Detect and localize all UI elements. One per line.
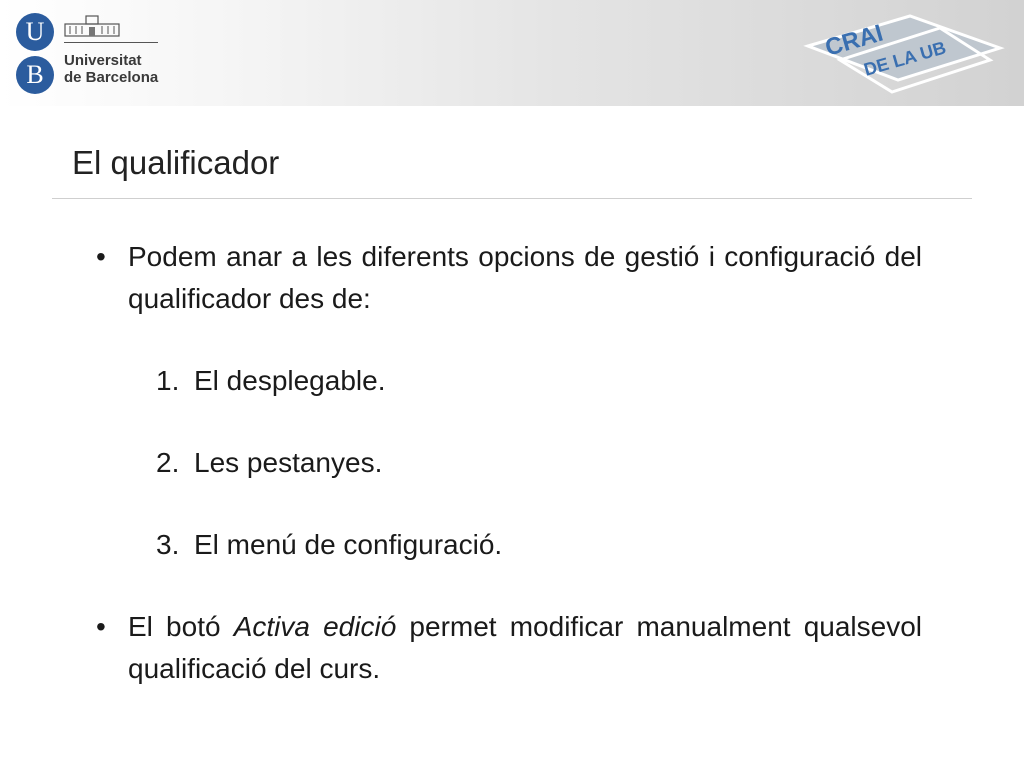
- title-divider: [52, 198, 972, 199]
- logo-divider: [64, 42, 158, 43]
- university-name: [64, 52, 174, 86]
- list-text: El menú de configuració.: [194, 529, 503, 560]
- list-text: El desplegable.: [194, 365, 386, 396]
- university-name-line1: Universitat: [64, 52, 142, 69]
- bullet-item: [96, 236, 922, 320]
- list-number: 2.: [156, 447, 180, 478]
- bullet-dot: •: [96, 611, 106, 642]
- crai-logo-line2: DE LA UB: [861, 37, 949, 80]
- slide-body: [96, 236, 922, 690]
- ub-logo-b: B: [16, 56, 54, 94]
- list-item: [96, 360, 922, 402]
- ub-logo-u: U: [16, 13, 54, 51]
- list-number: 1.: [156, 365, 180, 396]
- slide-header: [0, 0, 1024, 106]
- slide-title: El qualificador: [72, 144, 280, 181]
- bullet-text-pre: El botó: [128, 611, 234, 642]
- bullet-text: Podem anar a les diferents opcions de gestió i configuració del qualificador des de:: [128, 241, 922, 314]
- bullet-dot: •: [96, 241, 106, 272]
- list-number: 3.: [156, 529, 180, 560]
- list-item: [96, 524, 922, 566]
- bullet-text-post: permet modificar manualment qualsevol qualificació del curs.: [128, 611, 922, 684]
- bullet-item: [96, 606, 922, 690]
- bullet-text-emphasis: Activa edició: [233, 611, 397, 642]
- university-building-icon: [64, 14, 120, 43]
- crai-logo: [800, 8, 1010, 103]
- university-name-line2: de Barcelona: [64, 69, 159, 86]
- list-item: [96, 442, 922, 484]
- crai-logo-line1: CRAI: [822, 19, 887, 62]
- list-text: Les pestanyes.: [194, 447, 383, 478]
